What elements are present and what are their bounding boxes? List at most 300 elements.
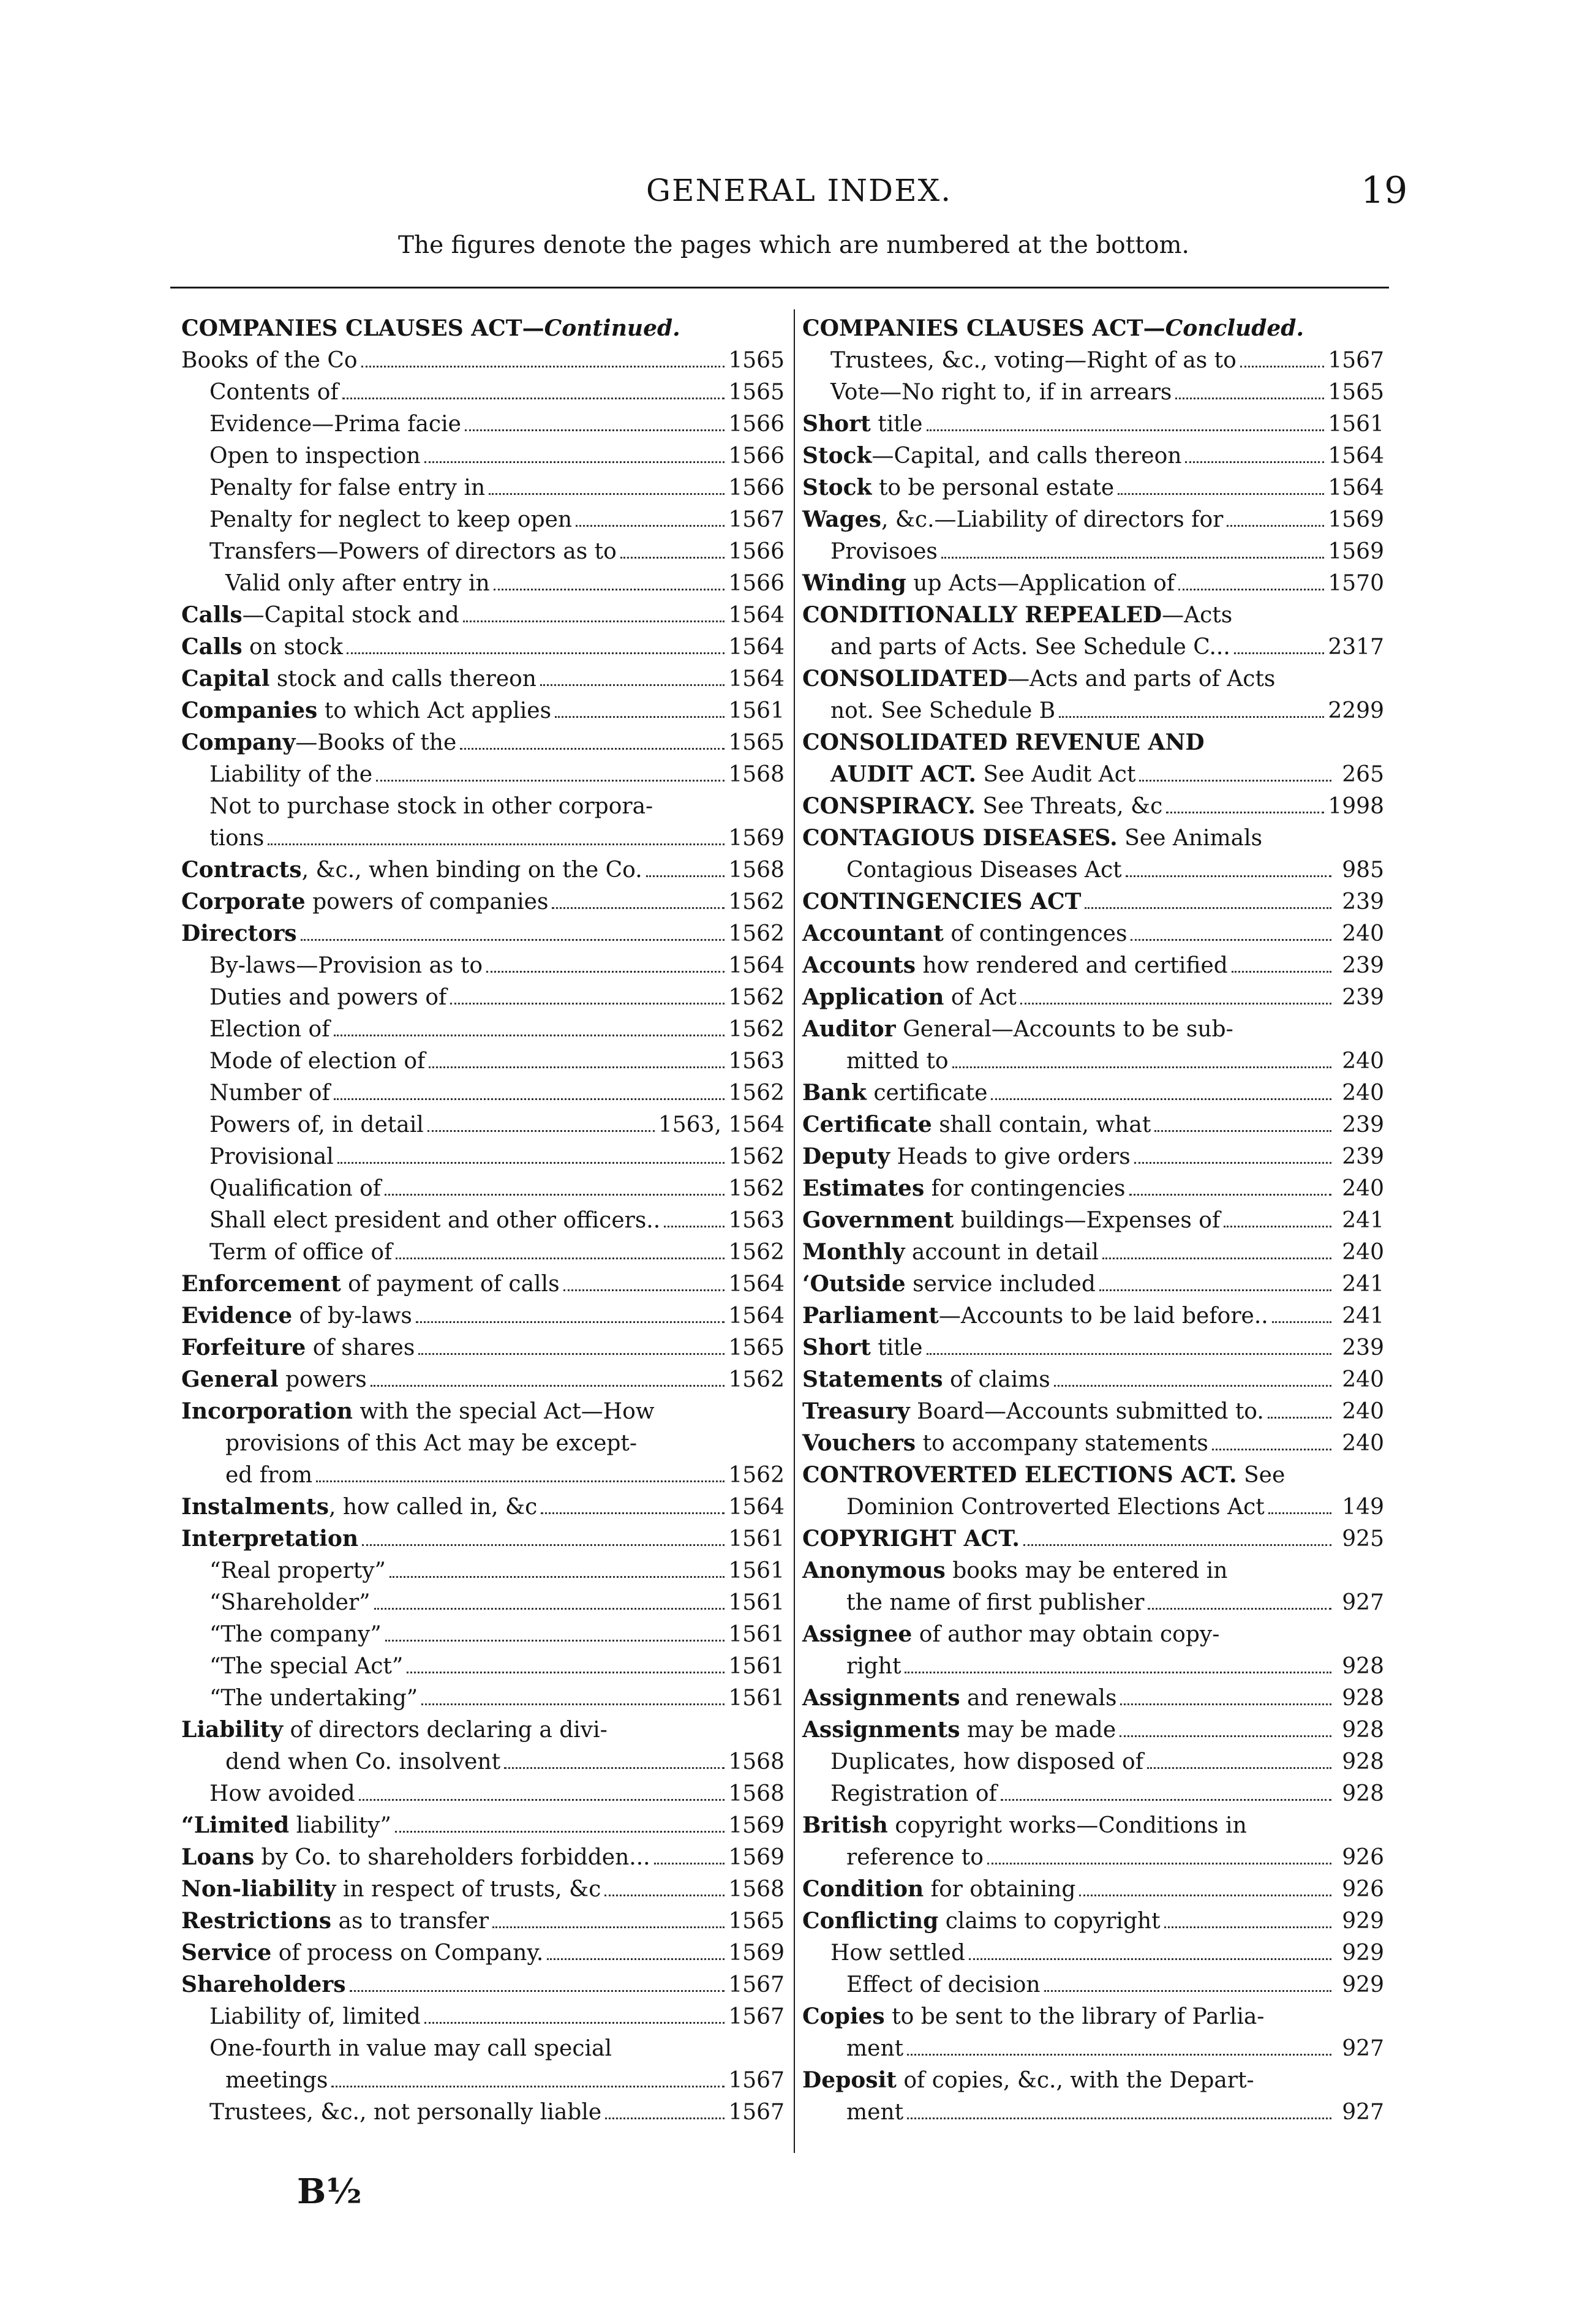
entry-keyword: CONTINGENCIES ACT	[802, 889, 1082, 914]
dot-leader	[407, 1672, 725, 1673]
entry-text	[802, 981, 1017, 1014]
entry-description: powers of companies	[305, 889, 549, 914]
entry-page-number: 239	[1342, 985, 1384, 1010]
index-entry	[181, 408, 785, 440]
entry-description: liability”	[289, 1813, 391, 1838]
index-entry	[802, 918, 1384, 949]
entry-keyword: COPYRIGHT ACT.	[802, 1526, 1020, 1552]
index-entry	[802, 695, 1384, 726]
entry-page-number: 1561	[728, 1558, 785, 1583]
entry-page-number: 241	[1342, 1208, 1384, 1233]
dot-leader	[418, 1353, 725, 1355]
entry-page-number: 1561	[728, 1590, 785, 1615]
header-rule	[170, 287, 1389, 288]
entry-text	[802, 790, 1162, 823]
entry-text	[802, 408, 923, 440]
entry-description: , how called in, &c	[328, 1495, 538, 1520]
index-entry	[802, 1363, 1384, 1395]
entry-keyword: Government	[802, 1207, 954, 1233]
index-entry	[181, 631, 785, 663]
entry-page-number: 1570	[1328, 571, 1384, 596]
entry-text	[802, 1905, 1161, 1937]
entry-text	[181, 599, 459, 632]
dot-leader	[1126, 875, 1331, 877]
index-entry	[802, 1395, 1384, 1427]
index-entry	[802, 1555, 1384, 1586]
entry-description: Provisoes	[830, 539, 938, 564]
index-entry	[181, 1204, 785, 1236]
entry-text	[846, 1969, 1041, 2001]
entry-description: Liability of the	[209, 762, 373, 787]
entry-page-number: 927	[1342, 1590, 1384, 1615]
entry-page-number: 240	[1342, 1367, 1384, 1392]
index-entry	[181, 1268, 785, 1300]
entry-keyword: Capital	[181, 666, 270, 692]
index-entry	[181, 1236, 785, 1268]
dot-leader	[1175, 398, 1324, 399]
entry-text	[209, 1618, 382, 1651]
entry-page-number: 1562	[728, 1463, 785, 1488]
entry-page-number: 1566	[728, 475, 785, 500]
index-entry	[181, 1841, 785, 1873]
entry-text	[830, 695, 1055, 727]
entry-keyword: Winding	[802, 570, 906, 596]
dot-leader	[301, 939, 725, 941]
dot-leader	[541, 1512, 725, 1514]
right-heading-text: COMPANIES CLAUSES ACT—	[802, 315, 1165, 341]
index-entry	[802, 758, 1384, 790]
entry-text	[209, 2096, 601, 2129]
dot-leader	[331, 2086, 725, 2087]
left-entries	[181, 344, 785, 2128]
entry-description: books may be entered in	[945, 1558, 1228, 1583]
entry-description: for contingencies	[924, 1176, 1126, 1201]
signature-mark: B½	[297, 2171, 362, 2212]
entry-description: Penalty for neglect to keep open	[209, 507, 573, 532]
entry-page-number: 1564	[728, 603, 785, 628]
entry-description: to be sent to the library of Parlia-	[884, 2004, 1265, 2029]
entry-text	[181, 1841, 650, 1874]
entry-text	[181, 1491, 537, 1523]
entry-description: Duplicates, how disposed of	[830, 1749, 1144, 1774]
entry-page-number: 1566	[728, 571, 785, 596]
entry-page-number: 1567	[728, 2068, 785, 2093]
entry-text	[802, 1555, 1227, 1587]
index-entry	[802, 408, 1384, 440]
index-entry	[181, 1778, 785, 1809]
left-column-heading	[181, 312, 785, 344]
entry-page-number: 1562	[728, 985, 785, 1010]
index-entry	[181, 1523, 785, 1555]
dot-leader	[952, 1066, 1331, 1068]
entry-keyword: Condition	[802, 1876, 924, 1902]
entry-keyword: Deputy	[802, 1144, 890, 1169]
entry-page-number: 1567	[728, 1972, 785, 1997]
entry-text	[209, 1204, 660, 1237]
index-entry	[181, 1395, 785, 1427]
entry-keyword: Accountant	[802, 921, 944, 946]
dot-leader	[427, 1130, 655, 1132]
entry-description: Trustees, &c., voting—Right of as to	[830, 348, 1237, 373]
entry-description: of payment of calls	[341, 1272, 560, 1297]
entry-text	[846, 1841, 984, 1874]
index-entry	[181, 2064, 785, 2096]
dot-leader	[385, 1194, 725, 1196]
index-entry	[802, 1937, 1384, 1969]
entry-page-number: 1561	[728, 1654, 785, 1679]
entry-text	[181, 695, 551, 727]
entry-description: Duties and powers of	[209, 985, 447, 1010]
index-entry	[802, 1714, 1384, 1746]
index-entry	[802, 1682, 1384, 1714]
entry-keyword: Incorporation	[181, 1398, 353, 1424]
index-entry	[181, 1427, 785, 1459]
dot-leader	[1120, 1703, 1331, 1705]
index-entry	[181, 503, 785, 535]
entry-text	[830, 376, 1172, 409]
entry-text	[846, 1650, 901, 1683]
entry-page-number: 1568	[728, 1781, 785, 1806]
entry-description: title	[870, 1335, 923, 1360]
dot-leader	[941, 557, 1324, 559]
dot-leader	[334, 1035, 725, 1036]
entry-text	[802, 949, 1228, 982]
entry-keyword: Short	[802, 1335, 871, 1360]
entry-text	[846, 1491, 1265, 1523]
entry-description: “Shareholder”	[209, 1590, 371, 1615]
entry-description: —Capital, and calls thereon	[871, 443, 1182, 469]
index-entry	[802, 822, 1384, 854]
entry-description: Shall elect president and other officers..	[209, 1208, 661, 1233]
index-entry	[802, 949, 1384, 981]
dot-leader	[1059, 716, 1324, 718]
entry-text	[181, 663, 536, 695]
index-entry	[181, 599, 785, 631]
entry-page-number: 240	[1342, 1240, 1384, 1265]
index-entry	[802, 1491, 1384, 1523]
entry-text	[225, 1746, 500, 1778]
entry-description: Heads to give orders	[890, 1144, 1131, 1169]
dot-leader	[1212, 1449, 1331, 1450]
dot-leader	[1023, 1544, 1331, 1546]
dot-leader	[1185, 461, 1324, 463]
entry-page-number: 1562	[728, 1176, 785, 1201]
entry-description: shall contain, what	[932, 1112, 1151, 1137]
entry-page-number: 1562	[728, 1017, 785, 1042]
entry-page-number: 239	[1342, 1144, 1384, 1169]
dot-leader	[540, 684, 725, 686]
entry-text	[181, 1873, 601, 1906]
dot-leader	[1268, 1417, 1331, 1419]
entry-keyword: ‘Outside	[802, 1271, 906, 1297]
dot-leader	[362, 1544, 725, 1546]
entry-text	[181, 1969, 346, 2001]
entry-description: Registration of	[830, 1781, 997, 1806]
entry-keyword: Liability	[181, 1717, 284, 1743]
entry-text	[802, 1332, 923, 1364]
entry-text	[802, 663, 1275, 695]
index-entry	[181, 1937, 785, 1969]
entry-text	[802, 1109, 1151, 1141]
index-entry	[802, 1172, 1384, 1204]
index-entry	[802, 1332, 1384, 1363]
entry-description: stock and calls thereon	[269, 666, 536, 692]
dot-leader	[555, 716, 725, 718]
entry-description: of contingences	[943, 921, 1127, 946]
entry-description: How settled	[830, 1940, 965, 1966]
entry-page-number: 2299	[1328, 698, 1384, 723]
entry-text	[181, 854, 642, 886]
entry-text	[209, 1682, 418, 1714]
entry-page-number: 240	[1342, 1080, 1384, 1106]
entry-description: See Threats, &c	[975, 794, 1163, 819]
entry-keyword: Corporate	[181, 889, 306, 914]
dot-leader	[1044, 1990, 1331, 1992]
entry-description: provisions of this Act may be except-	[225, 1431, 638, 1456]
entry-description: Powers of, in detail	[209, 1112, 424, 1137]
index-entry	[802, 2032, 1384, 2064]
dot-leader	[1139, 780, 1331, 782]
entry-description: See Audit Act	[976, 762, 1136, 787]
entry-keyword: AUDIT ACT.	[830, 761, 976, 787]
index-entry	[181, 663, 785, 695]
dot-leader	[429, 1066, 725, 1068]
entry-text	[802, 1077, 987, 1109]
entry-page-number: 925	[1342, 1526, 1384, 1552]
index-entry	[802, 1778, 1384, 1809]
entry-page-number: 1567	[728, 507, 785, 532]
entry-text	[181, 1905, 489, 1937]
index-entry	[181, 981, 785, 1013]
entry-description: reference to	[846, 1845, 984, 1870]
dot-leader	[465, 429, 725, 431]
entry-keyword: Stock	[802, 475, 872, 500]
entry-text	[181, 631, 343, 663]
dot-leader	[1129, 1194, 1331, 1196]
entry-page-number: 1564	[728, 666, 785, 692]
index-entry	[802, 1650, 1384, 1682]
entry-text	[802, 1204, 1220, 1237]
entry-text	[181, 1300, 412, 1332]
entry-page-number: 1562	[728, 889, 785, 914]
entry-text	[181, 1332, 415, 1364]
entry-page-number: 1561	[1328, 412, 1384, 437]
entry-description: Term of office of	[209, 1240, 393, 1265]
index-entry	[802, 599, 1384, 631]
entry-page-number: 1565	[728, 1335, 785, 1360]
entry-text	[846, 1045, 949, 1077]
index-entry	[181, 1969, 785, 2000]
index-entry	[181, 918, 785, 949]
entry-page-number: 1565	[728, 348, 785, 373]
dot-leader	[450, 1003, 725, 1005]
index-entry	[802, 2064, 1384, 2096]
entry-keyword: Bank	[802, 1080, 867, 1106]
dot-leader	[1118, 493, 1324, 495]
entry-text	[225, 2064, 328, 2097]
entry-keyword: Assignments	[802, 1717, 960, 1743]
entry-text	[802, 1363, 1050, 1396]
index-entry	[802, 344, 1384, 376]
entry-keyword: Restrictions	[181, 1908, 332, 1934]
left-column	[181, 312, 785, 2128]
entry-description: Contagious Diseases Act	[846, 858, 1122, 883]
entry-description: Valid only after entry in	[225, 571, 490, 596]
entry-page-number: 240	[1342, 1431, 1384, 1456]
entry-text	[209, 1778, 355, 1810]
entry-keyword: Non-liability	[181, 1876, 336, 1902]
index-entry	[181, 567, 785, 599]
index-entry	[181, 472, 785, 503]
dot-leader	[1224, 1226, 1331, 1227]
entry-description: powers	[278, 1367, 367, 1392]
index-entry	[181, 1141, 785, 1172]
entry-description: the name of first publisher	[846, 1590, 1145, 1615]
dot-leader	[1134, 1162, 1331, 1164]
dot-leader	[460, 748, 725, 750]
dot-leader	[1166, 812, 1324, 813]
entry-description: , &c., when binding on the Co.	[301, 858, 642, 883]
dot-leader	[1268, 1512, 1331, 1514]
entry-text	[209, 1586, 371, 1619]
entry-text	[181, 1809, 391, 1842]
dot-leader	[1234, 652, 1325, 654]
entry-text	[830, 1937, 965, 1969]
entry-keyword: Auditor	[802, 1016, 896, 1042]
entry-page-number: 1568	[728, 858, 785, 883]
dot-leader	[463, 620, 725, 622]
entry-description: Board—Accounts submitted to.	[909, 1399, 1264, 1424]
entry-text	[209, 376, 339, 409]
entry-text	[802, 2000, 1264, 2033]
entry-description: of Act	[944, 985, 1017, 1010]
entry-text	[209, 440, 421, 472]
entry-text	[209, 758, 372, 791]
dot-leader	[576, 525, 725, 527]
index-entry	[802, 376, 1384, 408]
entry-text	[802, 1459, 1285, 1491]
entry-page-number: 929	[1342, 1909, 1384, 1934]
entry-page-number: 1567	[1328, 348, 1384, 373]
entry-page-number: 928	[1342, 1781, 1384, 1806]
entry-description: and parts of Acts. See Schedule C...	[830, 635, 1230, 660]
dot-leader	[1020, 1003, 1331, 1005]
entry-page-number: 929	[1342, 1972, 1384, 1997]
entry-page-number: 265	[1342, 762, 1384, 787]
entry-description: “Real property”	[209, 1558, 386, 1583]
dot-leader	[604, 1895, 725, 1896]
entry-keyword: Parliament	[802, 1303, 939, 1329]
index-entry	[181, 1873, 785, 1905]
entry-description: —Acts and parts of Acts	[1007, 666, 1276, 692]
dot-leader	[371, 1385, 725, 1387]
entry-text	[802, 567, 1175, 600]
entry-description: tions	[209, 826, 265, 851]
entry-text	[209, 1650, 403, 1683]
dot-leader	[1054, 1385, 1331, 1387]
index-entry	[802, 1045, 1384, 1077]
entry-text	[802, 1523, 1020, 1555]
entry-page-number: 1565	[728, 380, 785, 405]
entry-page-number: 1569	[1328, 507, 1384, 532]
entry-text	[802, 1395, 1264, 1428]
entry-description: to be personal estate	[871, 475, 1115, 500]
entry-page-number: 1566	[728, 539, 785, 564]
index-entry	[181, 1586, 785, 1618]
entry-page-number: 928	[1342, 1654, 1384, 1679]
index-entry	[802, 1204, 1384, 1236]
entry-description: Mode of election of	[209, 1049, 426, 1074]
entry-text	[802, 1682, 1116, 1714]
dot-leader	[396, 1258, 725, 1259]
entry-keyword: Conflicting	[802, 1908, 939, 1934]
entry-text	[181, 1363, 367, 1396]
index-entry	[802, 631, 1384, 663]
dot-leader	[1148, 1608, 1331, 1610]
entry-text	[802, 1618, 1219, 1651]
entry-description: may be made	[960, 1718, 1116, 1743]
entry-page-number: 1568	[728, 1749, 785, 1774]
entry-description: buildings—Expenses of	[954, 1208, 1221, 1233]
entry-keyword: Certificate	[802, 1112, 932, 1137]
index-entry	[802, 1013, 1384, 1045]
entry-page-number: 927	[1342, 2100, 1384, 2125]
entry-keyword: CONDITIONALLY REPEALED	[802, 602, 1162, 628]
index-entry	[181, 1491, 785, 1523]
index-entry	[181, 790, 785, 822]
entry-page-number: 928	[1342, 1686, 1384, 1711]
dot-leader	[395, 1831, 725, 1833]
dot-leader	[486, 971, 725, 973]
entry-description: Liability of, limited	[209, 2004, 421, 2029]
index-entry	[181, 1045, 785, 1077]
index-entry	[181, 2000, 785, 2032]
entry-keyword: Forfeiture	[181, 1335, 306, 1360]
entry-keyword: CONSOLIDATED REVENUE AND	[802, 730, 1205, 755]
dot-leader	[1001, 1799, 1331, 1801]
index-entry	[802, 567, 1384, 599]
entry-description: How avoided	[209, 1781, 355, 1806]
index-entry	[181, 344, 785, 376]
entry-text	[802, 918, 1127, 950]
entry-page-number: 926	[1342, 1845, 1384, 1870]
entry-keyword: British	[802, 1812, 888, 1838]
index-entry	[181, 1109, 785, 1141]
index-entry	[802, 790, 1384, 822]
entry-keyword: Short	[802, 411, 871, 437]
index-entry	[802, 1809, 1384, 1841]
index-entry	[181, 1459, 785, 1491]
index-entry	[802, 1141, 1384, 1172]
index-entry	[181, 440, 785, 472]
dot-leader	[905, 1672, 1331, 1673]
dot-leader	[1154, 1130, 1331, 1132]
entry-text	[830, 1746, 1143, 1778]
entry-text	[209, 2032, 612, 2065]
index-entry	[181, 2096, 785, 2128]
index-entry	[802, 1905, 1384, 1937]
entry-description: of directors declaring a divi-	[283, 1718, 608, 1743]
entry-keyword: Loans	[181, 1844, 255, 1870]
dot-leader	[494, 589, 725, 590]
entry-text	[181, 1937, 543, 1969]
entry-page-number: 149	[1342, 1495, 1384, 1520]
entry-keyword: Contracts	[181, 857, 302, 883]
entry-text	[209, 822, 264, 854]
dot-leader	[421, 1703, 725, 1705]
entry-text	[181, 1714, 608, 1746]
entry-page-number: 927	[1342, 2036, 1384, 2061]
